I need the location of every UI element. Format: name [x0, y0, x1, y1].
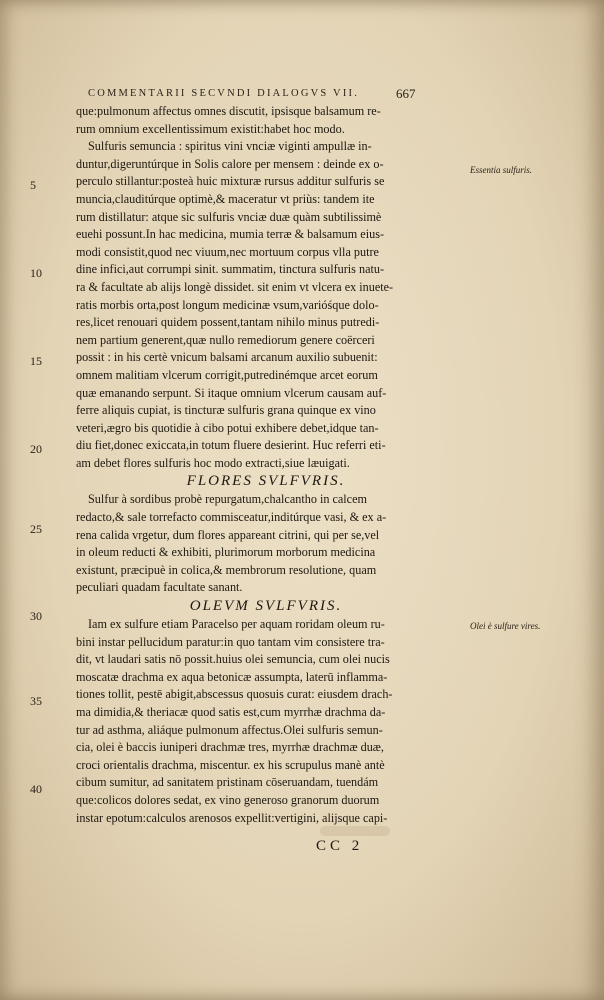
text-line: omnem malitiam vlcerum corrigit,putredinémque arcet eorum	[76, 367, 378, 382]
text-line: Sulfur à sordibus probè repurgatum,chalcantho in calcem	[88, 492, 367, 507]
line-number: 30	[30, 609, 42, 623]
text-line: ferre aliquis cupiat, is tincturæ sulfuris grana quinque ex vino	[76, 403, 376, 418]
text-line: duntur,digeruntúrque in Solis calore per mensem : deinde ex o-	[76, 156, 384, 171]
text-line: existunt, præcipuè in colica,& membrorum resolutione, quam	[76, 562, 377, 577]
text-line: veteri,ægro bis quotidie à cibo potui exhibere debet,idque tan-	[76, 420, 379, 435]
text-line: que:colicos dolores sedat, ex vino generoso granorum duorum	[76, 792, 380, 807]
line-number: 40	[30, 782, 42, 796]
text-line: quæ emanando serpunt. Si itaque omnium vlcerum causam auf-	[76, 385, 387, 400]
text-line: diu fiet,donec exiccata,in totum fluere desierint. Huc referri eti-	[76, 438, 386, 453]
marginal-note: Essentia sulfuris.	[470, 165, 533, 175]
text-line: res,licet renouari quidem possent,tantam nihilo minus putredi-	[76, 315, 380, 330]
text-line: tiones tollit, pestē abigit,abscessus quosuis curat: eiusdem drach-	[76, 687, 393, 702]
marginal-note: Olei è sulfure vires.	[470, 621, 541, 631]
line-number: 25	[30, 522, 42, 536]
text-line: possit : in his certè vnicum balsami arcanum auxilio subuenit:	[76, 350, 378, 365]
text-line: bini instar pellucidum paratur:in quo tantam vim consistere tra-	[76, 634, 385, 649]
text-line: cia, olei è baccis iuniperi drachmæ tres, myrrhæ drachmæ duæ,	[76, 740, 384, 755]
text-line: ra & facultate ab alijs longè dissidet. sit enim vt vlcera ex inuete-	[76, 279, 394, 294]
text-line: rum distillatur: atque sic sulfuris vnciæ duæ quàm subtilissimè	[76, 209, 382, 224]
text-line: perculo stillantur:posteà huic mixturæ rursus additur sulfuris se	[76, 174, 385, 189]
line-number: 20	[30, 442, 42, 456]
text-line: cibum sumitur, ad sanitatem pristinam cōseruandam, tuendám	[76, 775, 379, 790]
section-heading: OLEVM SVLFVRIS.	[189, 598, 343, 615]
text-line: euehi possunt.In hac medicina, mumia terræ & balsamum eius-	[76, 227, 384, 242]
text-line: ratis morbis orta,post longum medicinæ vsum,varióśque dolo-	[76, 297, 379, 312]
text-line: rena calida vrgetur, dum flores appareant citrini, qui per se,vel	[76, 527, 380, 542]
running-title: COMMENTARII SECVNDI DIALOGVS VII.	[88, 88, 360, 99]
line-number: 10	[30, 266, 42, 280]
line-number: 15	[30, 354, 42, 368]
line-number: 35	[30, 694, 42, 708]
text-line: nem partium generent,quæ nullo remediorum genere coërceri	[76, 332, 375, 347]
text-line: muncia,clauditúrque optimè,& maceratur vt priùs: tandem ite	[76, 191, 375, 206]
text-line: modi consistit,quod nec viuum,nec mortuum corpus vlla putre	[76, 244, 379, 259]
text-line: moscatæ drachma ex aqua betonicæ assumpta, laterū inflamma-	[76, 669, 388, 684]
page-number: 667	[396, 86, 416, 101]
line-number: 5	[30, 178, 36, 192]
signature-mark: CC 2	[316, 838, 364, 854]
text-line: Sulfuris semuncia : spiritus vini vnciæ viginti ampullæ in-	[88, 139, 372, 154]
text-line: que:pulmonum affectus omnes discutit, ipsisque balsamum re-	[76, 104, 381, 118]
text-line: dit, vt laudari satis nō possit.huius olei semuncia, cum olei nucis	[76, 652, 390, 667]
paper-stain	[320, 826, 390, 836]
text-line: ma dimidia,& theriacæ quod satis est,cum myrrhæ drachma da-	[76, 705, 386, 719]
text-line: instar epotum:calculos arenosos expellit:vertigini, alijsque capi-	[76, 810, 388, 825]
text-line: dine infici,aut corrumpi sinit. summatim, tinctura sulfuris natu-	[76, 262, 385, 277]
main-text	[76, 103, 456, 827]
text-line: croci orientalis drachma, miscentur. ex his scrupulus manè antè	[76, 757, 385, 772]
text-line: Iam ex sulfure etiam Paracelso per aquam roridam oleum ru-	[88, 617, 385, 632]
text-line: peculiari quadam facultate sanant.	[76, 580, 243, 595]
text-line: am debet flores sulfuris hoc modo extracti,siue læuigati.	[76, 455, 350, 470]
text-line: tur ad asthma, aliáque pulmonum affectus.Olei sulfuris semun-	[76, 722, 383, 737]
text-line: redacto,& sale torrefacto commisceatur,inditúrque vasi, & ex a-	[76, 510, 387, 525]
text-line: in oleum reducti & exhibiti, plurimorum morborum medicina	[76, 545, 376, 560]
section-heading: FLORES SVLFVRIS.	[186, 473, 346, 490]
text-line: rum omnium excellentissimum existit:habet hoc modo.	[76, 121, 345, 136]
